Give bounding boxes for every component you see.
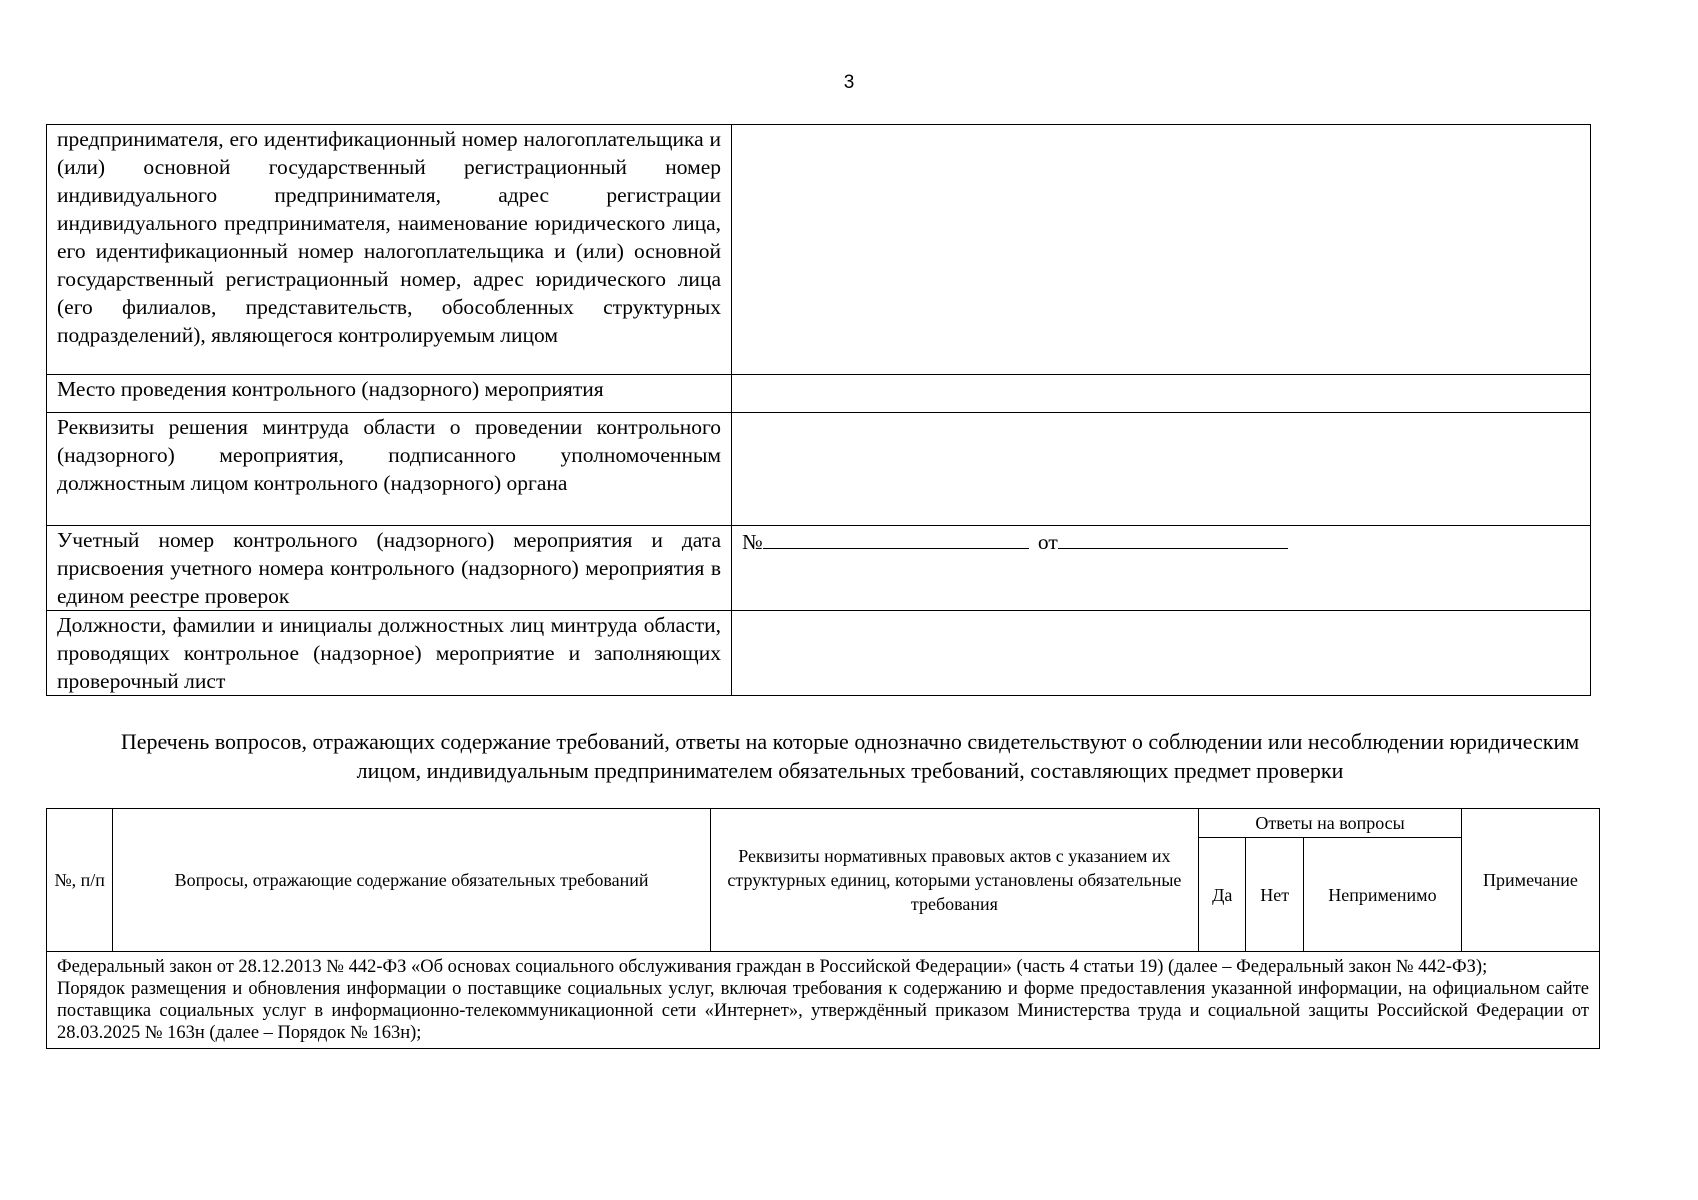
registry-number-prefix: № [742,530,763,554]
info-value-registry [732,526,1591,611]
questions-header-row [47,809,1600,838]
registry-number-field[interactable] [763,526,1029,549]
page-number: 3 [843,72,855,93]
info-value-officials[interactable] [732,611,1591,696]
header-requisites: Реквизиты нормативных правовых актов с указанием их структурных единиц, которыми установлены обязательные требования [710,809,1198,952]
law-paragraph: Порядок размещения и обновления информации о поставщике социальных услуг, включая требования к содержанию и форме предоставления указанной информации, на официальном сайте поставщика социальных услуг в информационно-телекоммуникационной сети «Интернет», утверждённый приказом Министерства труда и социальной защиты Российской Федерации от 28.03.2025 № 163н (далее – Порядок № 163н); [57,979,1589,1043]
law-references-row [47,952,1600,1049]
header-note: Примечание [1461,809,1599,952]
inspection-info-table [46,124,1591,696]
header-no: Нет [1246,838,1303,952]
info-row-officials [47,611,1591,696]
info-row-registry [47,526,1591,611]
header-answers-group: Ответы на вопросы [1199,809,1462,838]
registry-date-prefix: от [1037,530,1058,554]
law-references-cell [47,952,1600,1049]
info-row-entity [47,125,1591,375]
header-not-applicable: Неприменимо [1303,838,1461,952]
registry-date-field[interactable] [1058,526,1288,549]
header-yes: Да [1199,838,1246,952]
info-label-entity: предпринимателя, его идентификационный номер налогоплательщика и (или) основной государственный регистрационный номер индивидуального предпринимателя, адрес регистрации индивидуального предпринимателя, наименование юридического лица, его идентификационный номер налогоплательщика и (или) основной государственный регистрационный номер, адрес юридического лица (его филиалов, представительств, обособленных структурных подразделений), являющегося контролируемым лицом [47,125,732,375]
header-question: Вопросы, отражающие содержание обязательных требований [113,809,710,952]
law-paragraph: Федеральный закон от 28.12.2013 № 442-ФЗ «Об основах социального обслуживания граждан в Российской Федерации» (часть 4 статьи 19) (далее – Федеральный закон № 442-ФЗ); [57,957,1488,977]
header-num: №, п/п [47,809,113,952]
info-value-entity[interactable] [732,125,1591,375]
info-label-location: Место проведения контрольного (надзорного) мероприятия [47,375,732,413]
info-row-decision [47,413,1591,526]
questions-table [46,808,1600,1049]
section-title: Перечень вопросов, отражающих содержание требований, ответы на которые однозначно свидетельствуют о соблюдении или несоблюдении юридическим лицом, индивидуальным предпринимателем обязательных требований, составляющих предмет проверки [120,729,1580,783]
info-value-decision[interactable] [732,413,1591,526]
info-label-decision: Реквизиты решения минтруда области о проведении контрольного (надзорного) мероприятия, подписанного уполномоченным должностным лицом контрольного (надзорного) органа [47,413,732,526]
info-label-registry: Учетный номер контрольного (надзорного) мероприятия и дата присвоения учетного номера контрольного (надзорного) мероприятия в едином реестре проверок [47,526,732,611]
info-row-location [47,375,1591,413]
info-label-officials: Должности, фамилии и инициалы должностных лиц минтруда области, проводящих контрольное (надзорное) мероприятие и заполняющих проверочный лист [47,611,732,696]
info-value-location[interactable] [732,375,1591,413]
